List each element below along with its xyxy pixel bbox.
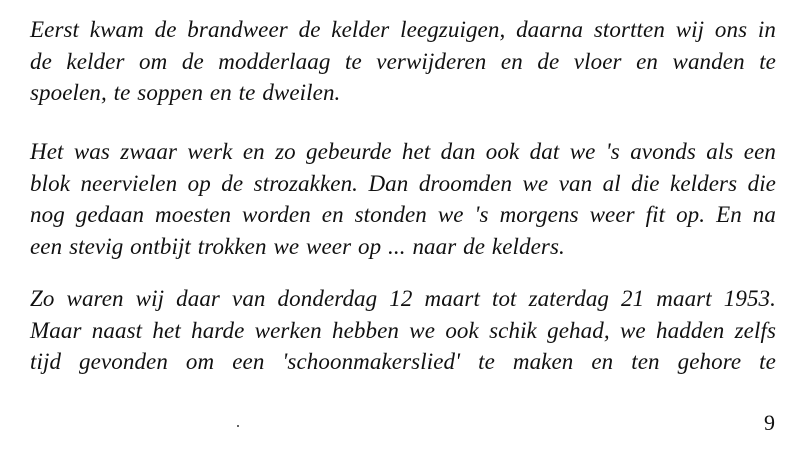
text-line: nog gedaan moesten worden en stonden we 's morgens weer fit op. En na bbox=[30, 202, 776, 227]
text-line: een stevig ontbijt trokken we weer op ... naar de kelders. bbox=[30, 233, 565, 259]
scan-speck bbox=[237, 425, 239, 427]
paragraph-maart-1953 bbox=[30, 283, 776, 378]
text-line: Zo waren wij daar van donderdag 12 maart tot zaterdag 21 maart 1953. bbox=[30, 286, 776, 311]
page-number: 9 bbox=[764, 410, 775, 435]
text-line: tijd gevonden om een 'schoonmakerslied' te maken en ten gehore te bbox=[30, 349, 776, 374]
text-line: de kelder om de modderlaag te verwijderen en de vloer en wanden te bbox=[30, 48, 776, 74]
text-line: blok neervielen op de strozakken. Dan droomden we van al die kelders die bbox=[30, 170, 776, 196]
text-line: Het was zwaar werk en zo gebeurde het dan ook dat we 's avonds als een bbox=[30, 139, 776, 164]
text-line: Eerst kwam de brandweer de kelder leegzuigen, daarna stortten wij ons in bbox=[30, 17, 776, 42]
text-line: Maar naast het harde werken hebben we ook schik gehad, we hadden zelfs bbox=[30, 317, 776, 343]
paragraph-zwaar-werk bbox=[30, 136, 776, 262]
text-line: spoelen, te soppen en te dweilen. bbox=[30, 80, 341, 105]
paragraph-brandweer bbox=[30, 14, 776, 109]
